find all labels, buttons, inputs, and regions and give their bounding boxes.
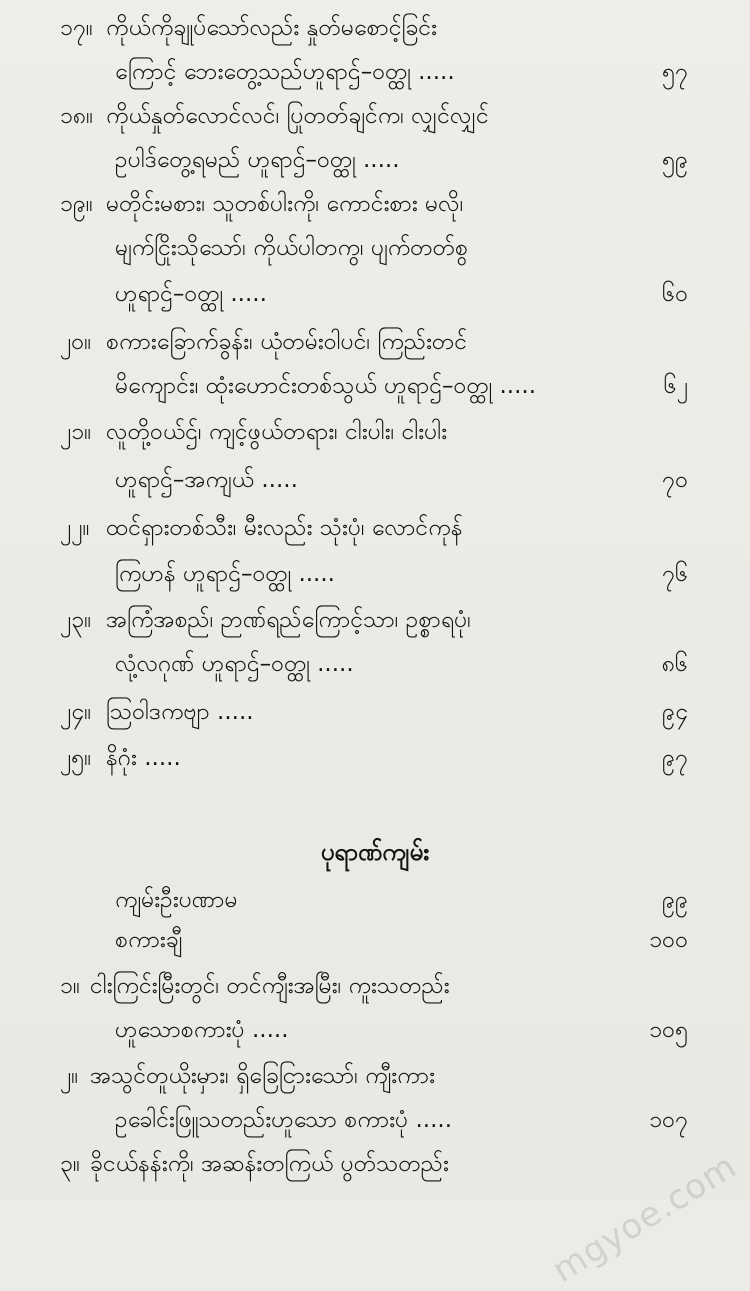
entry-text: ဟူရာဌ်–ဝတ္ထု ..... bbox=[115, 281, 267, 307]
toc-entry-s2-2 bbox=[0, 1054, 750, 1098]
entry-text: ကျမ်းဦးပဏာမ bbox=[115, 887, 238, 913]
entry-page-number: ၆၀ bbox=[662, 281, 688, 307]
toc-entry-22-cont bbox=[0, 552, 750, 596]
entry-number: ၂၃။ bbox=[60, 607, 92, 633]
entry-text: စကားခြောက်ခွန်း၊ ယုံတမ်းဝါပင်၊ ကြည်းတင် bbox=[106, 329, 468, 355]
entry-text: ကိုယ်ကိုချုပ်သော်လည်း နှုတ်မစောင့်ခြင်း bbox=[106, 15, 438, 41]
toc-entry-s2-1-cont bbox=[0, 1008, 750, 1052]
section-heading: ပုရာဏ်ကျမ်း bbox=[320, 838, 430, 866]
entry-number: ၁၇။ bbox=[60, 15, 93, 41]
entry-page-number: ၅၉ bbox=[662, 147, 688, 173]
entry-page-number: ၈၆ bbox=[661, 651, 688, 677]
toc-entry-20 bbox=[0, 320, 750, 364]
toc-entry-17 bbox=[0, 6, 750, 50]
entry-text: မျက်ငြိုးသိုသော်၊ ကိုယ်ပါတကွ၊ ပျက်တတ်စွ bbox=[115, 235, 468, 261]
entry-number: ၂၁။ bbox=[60, 419, 92, 445]
entry-text: သြဝါဒကဗျာ ..... bbox=[106, 699, 254, 725]
toc-entry-preface bbox=[0, 878, 750, 922]
entry-number: ၂၅။ bbox=[60, 745, 92, 771]
entry-text: ဟူရာဌ်–အကျယ် ..... bbox=[115, 467, 298, 493]
entry-number: ၂၀။ bbox=[60, 329, 92, 355]
toc-entry-s2-2-cont bbox=[0, 1098, 750, 1142]
entry-number: ၁၉။ bbox=[60, 191, 93, 217]
entry-text: မတိုင်းမစား၊ သူတစ်ပါးကို၊ ကောင်းစား မလို၊ bbox=[106, 191, 464, 217]
entry-number: ၁။ bbox=[60, 973, 80, 999]
entry-text: ဟူသောစကားပုံ ..... bbox=[115, 1017, 289, 1043]
toc-entry-25 bbox=[0, 736, 750, 780]
entry-page-number: ၁၀၀ bbox=[649, 927, 688, 953]
entry-page-number: ၉၄ bbox=[662, 699, 688, 725]
entry-page-number: ၁၀၇ bbox=[649, 1107, 688, 1133]
entry-page-number: ၇၀ bbox=[662, 467, 688, 493]
toc-entry-20-cont bbox=[0, 364, 750, 408]
entry-page-number: ၉၉ bbox=[662, 887, 688, 913]
toc-entry-intro bbox=[0, 918, 750, 962]
entry-number: ၁၈။ bbox=[60, 103, 94, 129]
entry-page-number: ၁၀၅ bbox=[649, 1017, 688, 1043]
toc-entry-21 bbox=[0, 410, 750, 454]
entry-page-number: ၆၂ bbox=[663, 373, 688, 399]
entry-page-number: ၅၇ bbox=[662, 59, 688, 85]
toc-entry-23 bbox=[0, 598, 750, 642]
entry-number: ၂၂။ bbox=[60, 515, 90, 541]
toc-entry-19-cont bbox=[0, 226, 750, 270]
toc-entry-23-cont bbox=[0, 642, 750, 686]
entry-text: ဥခေါင်းဖြူသတည်းဟူသော စကားပုံ ..... bbox=[115, 1107, 453, 1133]
toc-entry-18-cont bbox=[0, 138, 750, 182]
entry-text: စကားချီ bbox=[115, 927, 183, 953]
entry-text: မိကျောင်း၊ ထုံးဟောင်းတစ်သွယ် ဟူရာဌ်–ဝတ္ထု ..... bbox=[115, 373, 537, 399]
entry-text: ကြောင့် ဘေးတွေ့သည်ဟူရာဌ်–ဝတ္ထု ..... bbox=[115, 59, 455, 85]
toc-entry-19-cont2 bbox=[0, 272, 750, 316]
entry-text: နိဂုံး ..... bbox=[106, 745, 181, 771]
toc-entry-19 bbox=[0, 182, 750, 226]
entry-text: ငါးကြင်းမြီးတွင်၊ တင်ကျီးအမြီး၊ ကူးသတည်း bbox=[90, 973, 450, 999]
toc-entry-22 bbox=[0, 506, 750, 550]
entry-text: အသွင်တူယိုးမှား၊ ရှိခြေငြားသော်၊ ကျီးကား bbox=[90, 1063, 435, 1089]
toc-entry-21-cont bbox=[0, 458, 750, 502]
entry-text: ခိုငယ်နန်းကို၊ အဆန်းတကြယ် ပွတ်သတည်း bbox=[90, 1151, 449, 1177]
entry-text: ဥပါဒ်တွေ့ရမည် ဟူရာဌ်–ဝတ္ထု ..... bbox=[115, 147, 400, 173]
entry-text: ကြဟန် ဟူရာဌ်–ဝတ္ထု ..... bbox=[115, 561, 335, 587]
site-watermark: mgyoe.com bbox=[545, 1146, 744, 1291]
toc-entry-24 bbox=[0, 690, 750, 734]
entry-page-number: ၉၇ bbox=[662, 745, 688, 771]
toc-entry-s2-3 bbox=[0, 1142, 750, 1186]
entry-text: ကိုယ်နှုတ်လောင်လင်၊ ပြုတတ်ချင်က၊ လျှင်လျှင် bbox=[106, 103, 489, 129]
entry-number: ၂။ bbox=[60, 1063, 79, 1089]
entry-text: ထင်ရှားတစ်သီး၊ မီးလည်း သုံးပုံ၊ လောင်ကုန် bbox=[106, 515, 463, 541]
entry-text: လူတို့ဝယ်ဌ်၊ ကျင့်ဖွယ်တရား၊ ငါးပါး၊ ငါးပါး bbox=[106, 419, 448, 445]
toc-entry-17-cont bbox=[0, 50, 750, 94]
entry-number: ၃။ bbox=[60, 1151, 80, 1177]
entry-text: လုံ့လဂုဏ် ဟူရာဌ်–ဝတ္ထု ..... bbox=[115, 651, 354, 677]
toc-entry-s2-1 bbox=[0, 964, 750, 1008]
entry-text: အကြံအစည်၊ ဉာဏ်ရည်ကြောင့်သာ၊ ဥစ္စာရပုံ၊ bbox=[106, 607, 471, 633]
toc-entry-18 bbox=[0, 94, 750, 138]
entry-page-number: ၇၆ bbox=[662, 561, 688, 587]
entry-number: ၂၄။ bbox=[60, 699, 92, 725]
